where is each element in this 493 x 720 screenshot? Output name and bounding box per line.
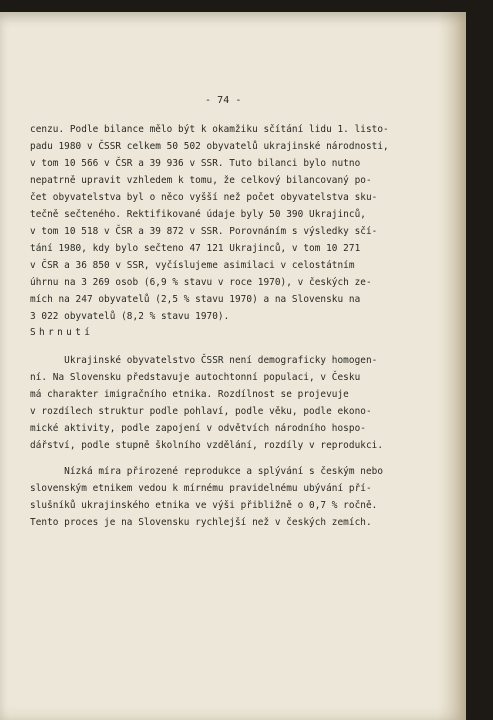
body-line: nepatrně upravit vzhledem k tomu, že celkový bilancovaný po- (30, 175, 372, 186)
body-line: slovenským etnikem vedou k mírnému pravidelnému ubývání pří- (30, 483, 372, 494)
body-line: v tom 10 518 v ČSR a 39 872 v SSR. Porovnáním s výsledky sčí- (30, 226, 378, 237)
body-line: ní. Na Slovensku představuje autochtonní populaci, v Česku (30, 372, 361, 383)
body-line: cenzu. Podle bilance mělo být k okamžiku sčítání lidu 1. listo- (30, 124, 389, 135)
body-line: dářství, podle stupně školního vzdělání, rozdíly v reprodukci. (30, 440, 384, 451)
body-line: v ČSR a 36 850 v SSR, vyčíslujeme asimilaci v celostátním (30, 260, 355, 271)
body-line: v tom 10 566 v ČSR a 39 936 v SSR. Tuto bilanci bylo nutno (30, 158, 361, 169)
body-line: Ukrajinské obyvatelstvo ČSSR není demograficky homogen- (30, 355, 378, 366)
body-line: tečně sečteného. Rektifikované údaje byly 50 390 Ukrajinců, (30, 209, 366, 220)
body-line: Tento proces je na Slovensku rychlejší než v českých zemích. (30, 517, 372, 528)
body-line: padu 1980 v ČSSR celkem 50 502 obyvatelů ukrajinské národnosti, (30, 141, 389, 152)
document-page (0, 12, 466, 720)
body-line: má charakter imigračního etnika. Rozdílnost se projevuje (30, 389, 349, 400)
body-line: čet obyvatelstva byl o něco vyšší než počet obyvatelstva sku- (30, 192, 378, 203)
body-line: Nízká míra přirozené reprodukce a splývání s českým nebo (30, 466, 384, 477)
body-line: v rozdílech struktur podle pohlaví, podle věku, podle ekono- (30, 406, 372, 417)
body-line: úhrnu na 3 269 osob (6,9 % stavu v roce 1970), v českých ze- (30, 277, 372, 288)
page-binding-shadow (438, 12, 466, 720)
body-line: slušníků ukrajinského etnika ve výši přibližně o 0,7 % ročně. (30, 500, 378, 511)
page-number: - 74 - (205, 95, 242, 106)
body-line: mické aktivity, podle zapojení v odvětvích národního hospo- (30, 423, 366, 434)
body-line: mích na 247 obyvatelů (2,5 % stavu 1970) a na Slovensku na (30, 294, 361, 305)
section-heading: Shrnutí (30, 327, 94, 338)
body-line: 3 022 obyvatelů (8,2 % stavu 1970). (30, 311, 230, 322)
body-line: tání 1980, kdy bylo sečteno 47 121 Ukrajinců, v tom 10 271 (30, 243, 361, 254)
